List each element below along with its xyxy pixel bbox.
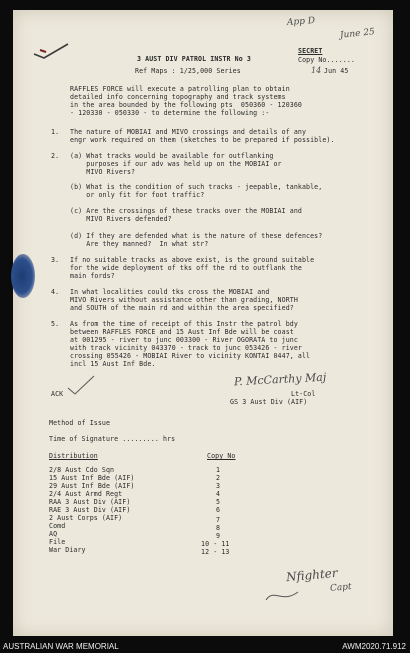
distribution-unit: RAA 3 Aust Div (AIF) <box>49 498 131 506</box>
distribution-copy: 1 <box>216 466 221 474</box>
distribution-copy: 5 <box>216 498 221 506</box>
item-line: MIVO Rivers defended? <box>70 215 172 223</box>
item-line: main fords? <box>70 272 115 280</box>
item-line: (c) Are the crossings of these tracks over the MOBIAI and <box>70 207 302 215</box>
ack-tick-icon <box>66 374 96 396</box>
distribution-unit: File <box>49 538 66 546</box>
item-line: incl 15 Aust Inf Bde. <box>70 360 156 368</box>
scrawl-flourish-icon <box>262 586 302 606</box>
footer-accession: AWM2020.71.912 <box>342 642 406 651</box>
distribution-copy: 3 <box>216 482 221 490</box>
intro-line: - 120330 - 050330 - to determine the following :- <box>70 109 270 117</box>
handwritten-june-note: June 25 <box>339 27 376 41</box>
item-line: As from the time of receipt of this Instr the patrol bdy <box>70 320 298 328</box>
item-number: 5. <box>51 320 60 328</box>
handwritten-scrawl-capt: Capt <box>329 582 353 594</box>
handwritten-signature: P. McCarthy Maj <box>233 370 327 389</box>
time-of-signature: Time of Signature ......... hrs <box>49 435 176 443</box>
item-number: 4. <box>51 288 60 296</box>
intro-line: in the area bounded by the following pts 050360 - 120360 <box>70 101 302 109</box>
distribution-unit: AQ <box>49 530 58 538</box>
distribution-copy: 4 <box>216 490 221 498</box>
secret-classification: SECRET <box>298 47 323 55</box>
distribution-unit: RAE 3 Aust Div (AIF) <box>49 506 131 514</box>
distribution-unit: 2 Aust Corps (AIF) <box>49 514 123 522</box>
item-line: engr work required on them (sketches to be prepared if possible). <box>70 136 335 144</box>
distribution-copy: 7 <box>216 516 221 524</box>
distribution-copy: 12 - 13 <box>201 548 230 556</box>
ref-maps: Ref Maps : 1/25,000 Series <box>135 67 241 75</box>
distribution-unit: 29 Aust Inf Bde (AIF) <box>49 482 135 490</box>
item-line: at 001295 - river to junc 003300 - River OGORATA to junc <box>70 336 298 344</box>
item-line: Are they manned? In what str? <box>70 240 209 248</box>
distribution-unit: 15 Aust Inf Bde (AIF) <box>49 474 135 482</box>
item-line: purposes if our adv was held up on the MOBIAI or <box>70 160 282 168</box>
instruction-title: 3 AUST DIV PATROL INSTR No 3 <box>137 55 251 63</box>
item-line: (a) What tracks would be available for outflanking <box>70 152 274 160</box>
item-line: MIVO Rivers without assistance other than grading, NORTH <box>70 296 298 304</box>
item-line: If no suitable tracks as above exist, is the ground suitable <box>70 256 315 264</box>
item-line: (d) If they are defended what is the nature of these defences? <box>70 232 323 240</box>
item-number: 3. <box>51 256 60 264</box>
item-line: between RAFFLES FORCE and 15 Aust Inf Bde will be coast <box>70 328 294 336</box>
distribution-unit: Comd <box>49 522 66 530</box>
distribution-heading: Distribution <box>49 452 98 460</box>
handwritten-scrawl: Nfighter <box>285 565 339 585</box>
item-line: or only fit for foot traffic? <box>70 191 205 199</box>
distribution-copy: 10 - 11 <box>201 540 230 548</box>
distribution-copy: 2 <box>216 474 221 482</box>
distribution-copy: 8 <box>216 524 221 532</box>
handwritten-app-note: App D <box>286 16 316 28</box>
distribution-unit: 2/4 Aust Armd Regt <box>49 490 123 498</box>
item-line: with track vicinity 043370 - track to junc 053426 - river <box>70 344 302 352</box>
item-line: for the wide deployment of tks off the rd to outflank the <box>70 264 302 272</box>
intro-line: RAFFLES FORCE will execute a patrolling plan to obtain <box>70 85 290 93</box>
copy-no-heading: Copy No <box>207 452 236 460</box>
footer-source: AUSTRALIAN WAR MEMORIAL <box>3 642 119 651</box>
item-number: 1. <box>51 128 60 136</box>
ack-label: ACK <box>51 390 64 398</box>
intro-line: detailed info concerning topography and track systems <box>70 93 286 101</box>
method-of-issue: Method of Issue <box>49 419 111 427</box>
item-line: crossing 055426 - MOBIAI River to vicinity KONTAI 0447, all <box>70 352 311 360</box>
ink-blot <box>11 254 35 298</box>
item-line: The nature of MOBIAI and MIVO crossings and details of any <box>70 128 307 136</box>
distribution-copy: 9 <box>216 532 221 540</box>
item-line: and SOUTH of the main rd and within the area specified? <box>70 304 294 312</box>
distribution-unit: War Diary <box>49 546 86 554</box>
item-line: (b) What is the condition of such tracks - jeepable, tankable, <box>70 183 323 191</box>
signature-unit: GS 3 Aust Div (AIF) <box>230 398 308 406</box>
tick-mark-icon <box>32 40 72 64</box>
item-line: In what localities could tks cross the MOBIAI and <box>70 288 270 296</box>
distribution-copy: 6 <box>216 506 221 514</box>
document-date: Jun 45 <box>324 67 349 75</box>
item-line: MIVO Rivers? <box>70 168 136 176</box>
handwritten-day: 14 <box>311 66 322 75</box>
distribution-unit: 2/8 Aust Cdo Sqn <box>49 466 115 474</box>
signature-rank: Lt-Col <box>291 390 316 398</box>
item-number: 2. <box>51 152 60 160</box>
copy-number: Copy No....... <box>298 56 355 64</box>
